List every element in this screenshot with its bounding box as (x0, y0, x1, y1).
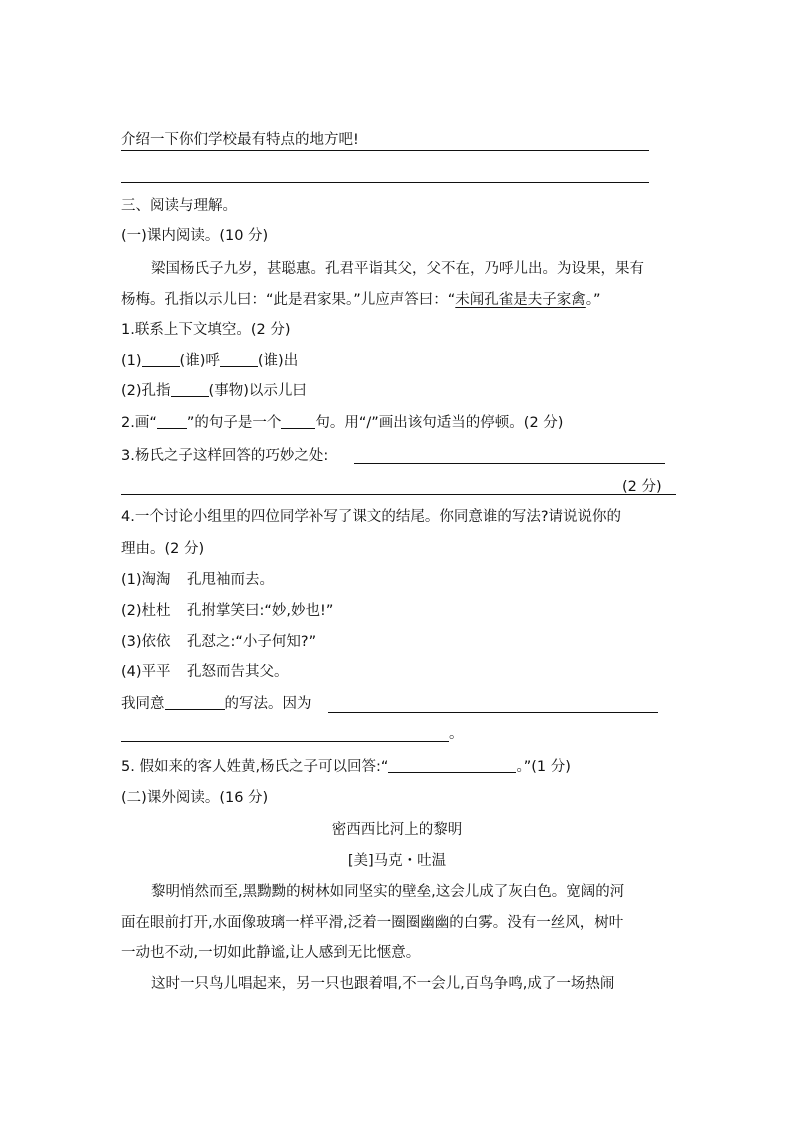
q1a-blank-2[interactable] (220, 352, 258, 367)
q5-end: 。”(1 分) (516, 759, 571, 775)
q4-option-1 (121, 570, 274, 590)
q4-option-2 (121, 601, 333, 621)
q5-start: 5. 假如来的客人姓黄,杨氏之子可以回答:“ (121, 759, 389, 775)
agree-blank[interactable] (165, 695, 225, 710)
section-title: 三、阅读与理解。 (121, 198, 237, 214)
passage-line-1: 梁国杨氏子九岁，甚聪惠。孔君平诣其父，父不在，乃呼儿出。为设果，果有 (151, 261, 644, 277)
reason-line-2[interactable] (121, 741, 449, 742)
passage-text: 杨梅。孔指以示儿曰：“此是君家果。”儿应声答曰：“ (121, 292, 456, 308)
writing-prompt: 介绍一下你们学校最有特点的地方吧! (121, 132, 359, 148)
paragraph-line-1: 黎明悄然而至,黑黝黝的树林如同坚实的壁垒,这会儿成了灰白色。宽阔的河 (151, 884, 625, 900)
reason-period: 。 (449, 726, 464, 742)
paragraph-line-3: 一动也不动,一切如此静谧,让人感到无比惬意。 (121, 945, 421, 961)
q1a-mid: (谁)呼 (179, 353, 220, 369)
paragraph-line-2: 面在眼前打开,水面像玻璃一样平滑,泛着一圈圈幽幽的白雾。没有一丝风，树叶 (121, 915, 624, 931)
q3-answer-line-2[interactable] (121, 494, 676, 495)
question-4-line-1: 4.一个讨论小组里的四位同学补写了课文的结尾。你同意谁的写法?请说说你的 (121, 509, 622, 525)
question-2 (121, 413, 563, 433)
q2-underline-sample (157, 414, 187, 429)
q1b-blank[interactable] (171, 382, 209, 397)
question-1-title: 1.联系上下文填空。(2 分) (121, 322, 291, 338)
q3-answer-line-1[interactable] (354, 463, 665, 464)
q2-blank[interactable] (281, 414, 315, 429)
article-author: [美]马克・吐温 (347, 853, 447, 869)
q2-end: 句。用“/”画出该句适当的停顿。(2 分) (315, 415, 564, 431)
answer-line-2[interactable] (121, 182, 649, 183)
q1b-prefix: (2)孔指 (121, 383, 171, 399)
option-text: 孔拊掌笑曰:“妙,妙也!” (187, 603, 334, 619)
q1a-prefix: (1) (121, 353, 142, 369)
option-label: (3)依依 (121, 634, 171, 650)
q4-option-3 (121, 632, 316, 652)
underlined-sentence: 未闻孔雀是夫子家禽 (455, 292, 586, 308)
part2-heading: (二)课外阅读。(16 分) (121, 790, 269, 806)
question-1b (121, 381, 307, 401)
option-label: (4)平平 (121, 664, 171, 680)
q4-option-4 (121, 662, 289, 682)
q5-blank[interactable] (388, 758, 516, 773)
q1a-blank-1[interactable] (142, 352, 180, 367)
paragraph-line-4: 这时一只鸟儿唱起来，另一只也跟着唱,不一会儿,百鸟争鸣,成了一场热闹 (151, 976, 615, 992)
part1-heading: (一)课内阅读。(10 分) (121, 228, 269, 244)
question-1a (121, 351, 298, 371)
option-text: 孔甩袖而去。 (187, 572, 274, 588)
q3-score: (2 分) (622, 479, 662, 495)
q2-start: 2.画“ (121, 415, 157, 431)
question-4-line-2: 理由。(2 分) (121, 541, 205, 557)
answer-line-1[interactable] (121, 150, 649, 151)
agree-start: 我同意 (121, 696, 165, 712)
q1b-end: (事物)以示儿曰 (208, 383, 307, 399)
question-3: 3.杨氏之子这样回答的巧妙之处: (121, 448, 329, 464)
passage-line-2 (121, 290, 601, 310)
question-5 (121, 757, 571, 777)
option-text: 孔怼之:“小子何知?” (187, 634, 317, 650)
reason-line-1[interactable] (328, 712, 658, 713)
article-title: 密西西比河上的黎明 (331, 822, 463, 838)
q1a-end: (谁)出 (257, 353, 299, 369)
option-label: (2)杜杜 (121, 603, 171, 619)
q2-mid: ”的句子是一个 (186, 415, 282, 431)
q4-agree-line (121, 694, 312, 714)
passage-text-end: 。” (585, 292, 601, 308)
option-label: (1)淘淘 (121, 572, 171, 588)
option-text: 孔怒而告其父。 (187, 664, 289, 680)
agree-mid: 的写法。因为 (224, 696, 312, 712)
